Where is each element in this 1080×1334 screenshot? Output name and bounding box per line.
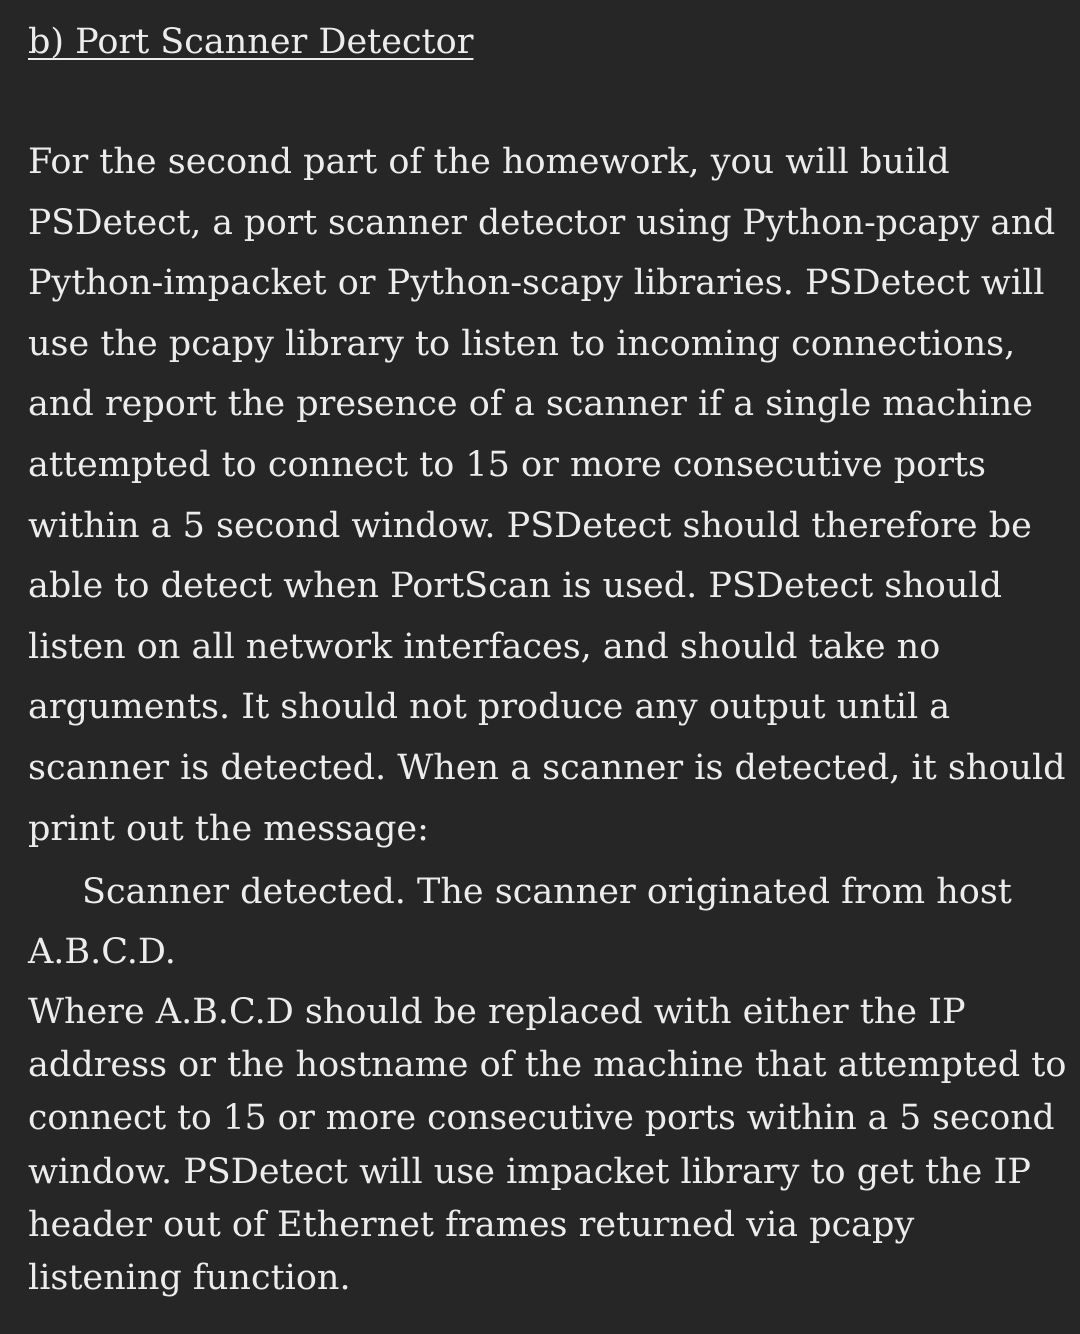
text-line: able to detect when PortScan is used. PSDetect should bbox=[28, 566, 1002, 607]
text-line: header out of Ethernet frames returned via pcapy bbox=[28, 1204, 915, 1245]
section-heading: b) Port Scanner Detector bbox=[28, 22, 474, 62]
output-message bbox=[28, 862, 1068, 982]
text-line: listening function. bbox=[28, 1257, 351, 1298]
text-line: connect to 15 or more consecutive ports within a 5 second bbox=[28, 1098, 1055, 1139]
text-line: print out the message: bbox=[28, 808, 429, 849]
text-line: scanner is detected. When a scanner is detected, it should bbox=[28, 747, 1066, 788]
text-line: Where A.B.C.D should be replaced with either the IP bbox=[28, 992, 966, 1032]
message-line: Scanner detected. The scanner originated from host bbox=[82, 872, 1012, 912]
text-line: listen on all network interfaces, and should take no bbox=[28, 626, 941, 667]
text-line: use the pcapy library to listen to incoming connections, bbox=[28, 323, 1016, 364]
text-line: window. PSDetect will use impacket library to get the IP bbox=[28, 1151, 1031, 1192]
text-line: and report the presence of a scanner if a single machine bbox=[28, 384, 1034, 425]
paragraph-explanation bbox=[28, 986, 1068, 1305]
text-line: arguments. It should not produce any output until a bbox=[28, 687, 951, 728]
text-line: within a 5 second window. PSDetect should therefore be bbox=[28, 505, 1032, 546]
text-line: attempted to connect to 15 or more consecutive ports bbox=[28, 444, 986, 485]
paragraph-description bbox=[28, 132, 1068, 859]
message-line: A.B.C.D. bbox=[28, 932, 176, 972]
text-line: For the second part of the homework, you will build bbox=[28, 142, 950, 182]
text-line: Python-impacket or Python-scapy libraries. PSDetect will bbox=[28, 263, 1045, 304]
text-line: address or the hostname of the machine that attempted to bbox=[28, 1045, 1067, 1086]
text-line: PSDetect, a port scanner detector using Python-pcapy and bbox=[28, 202, 1056, 243]
